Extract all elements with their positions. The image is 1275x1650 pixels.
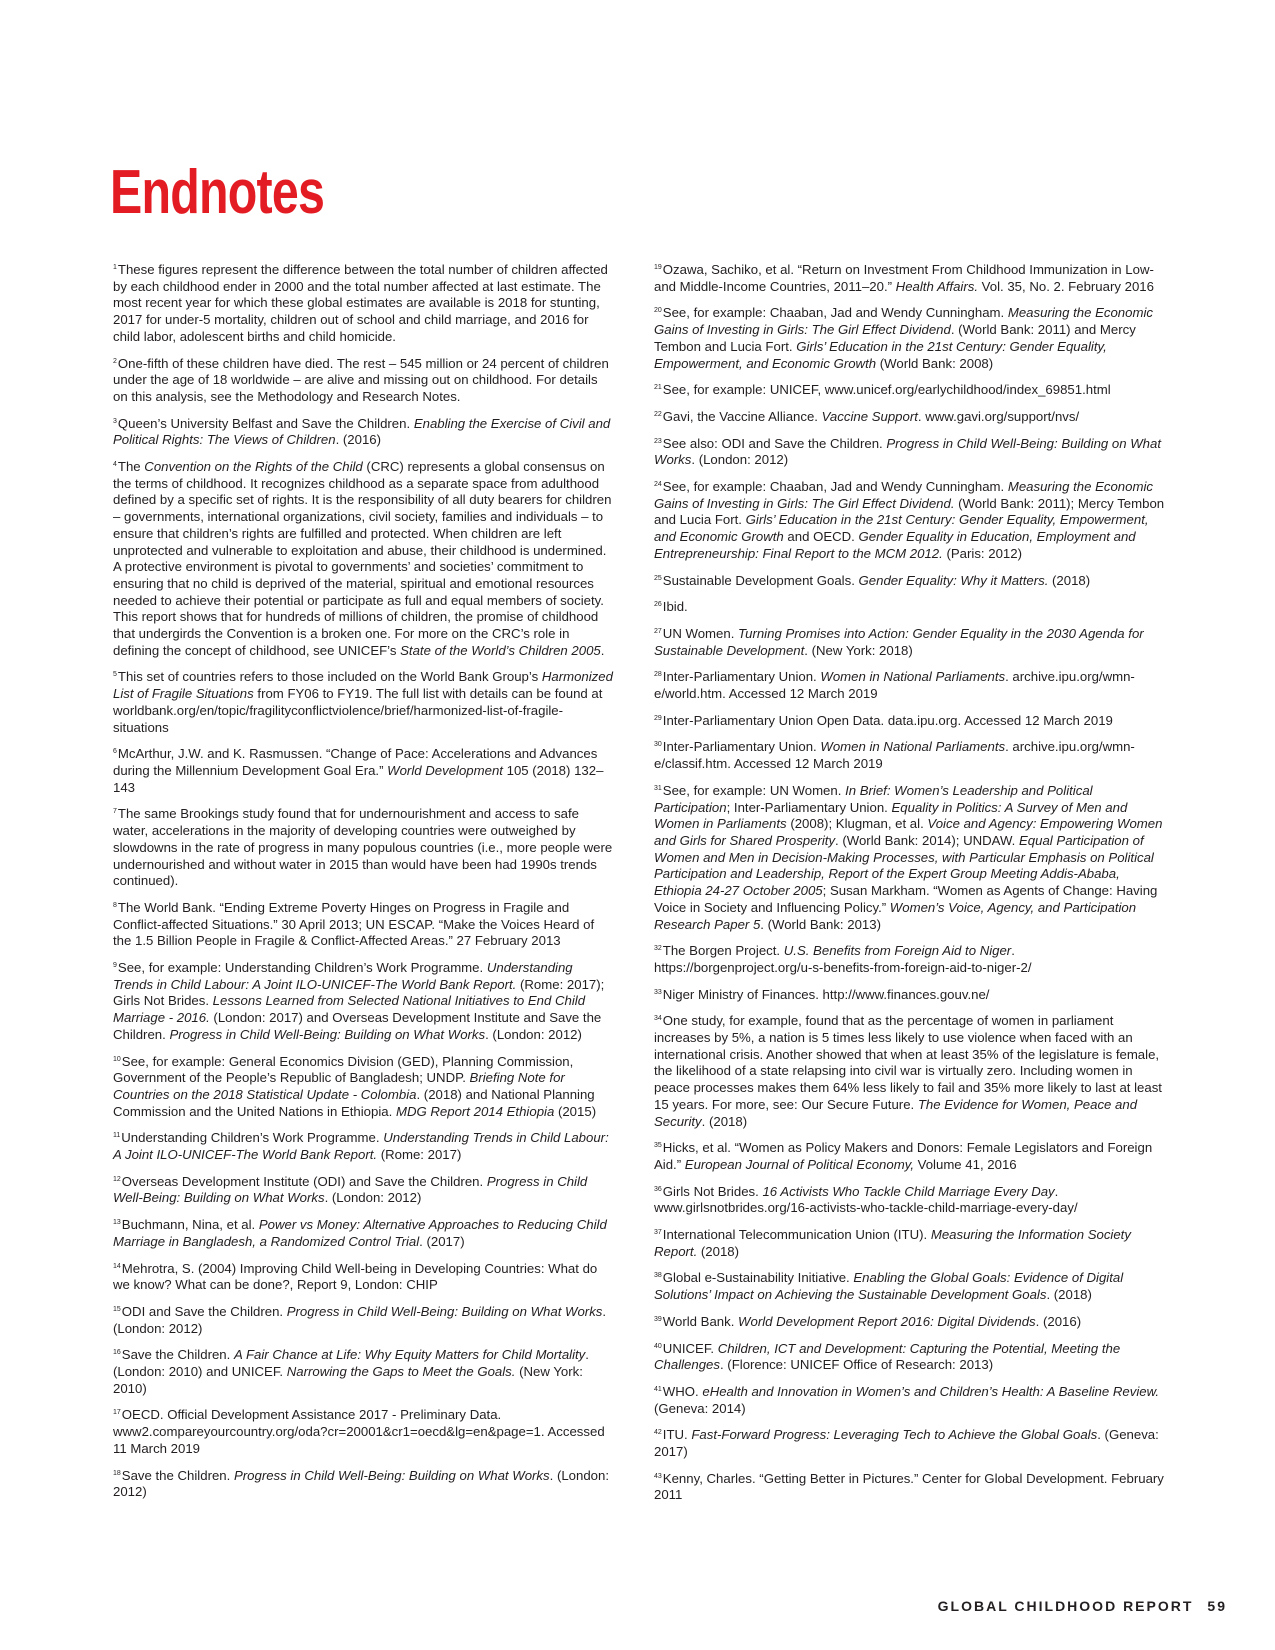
endnote-text: Inter-Parliamentary Union. [662, 669, 821, 685]
endnote-text: See, for example: UNICEF, www.unicef.org/earlychildhood/index_69851.html [662, 382, 1111, 398]
endnote-text: . (Florence: UNICEF Office of Research: 2013) [719, 1357, 994, 1373]
endnote-title-italic: Understanding Trends in Child Labour: A Joint ILO-UNICEF-The World Bank Report. [113, 960, 573, 992]
endnote-text: (Paris: 2012) [942, 545, 1022, 561]
endnote-text: . (World Bank: 2014); UNDAW. [835, 832, 1019, 848]
endnote-number: 5 [113, 671, 117, 679]
endnote-5 [113, 669, 613, 736]
endnote-title-italic: Progress in Child Well-Being: Building on What Works [654, 435, 1162, 468]
endnote-title-italic: World Development [387, 762, 503, 778]
endnote-text: ODI and Save the Children. [121, 1303, 287, 1319]
endnote-text: (2008); Klugman, et al. [786, 816, 928, 832]
endnote-text: See, for example: UN Women. [662, 782, 846, 798]
endnote-text: These figures represent the difference between the total number of children affected by each childhood ender in 2000 and the total number affected at last estimate. The most recent year for which these global estimates are available is 2018 for stunting, 2017 for under-5 mortality, children out of school and child marriage, and 2016 for child labor, adolescent births and child homicide. [113, 262, 608, 344]
endnote-13 [113, 1217, 613, 1250]
endnote-title-italic: Gender Equality in Education, Employment and Entrepreneurship: Final Report to the MCM 2012. [654, 529, 1136, 561]
endnote-text: OECD. Official Development Assistance 2017 - Preliminary Data. www2.compareyourcountry.org/oda?cr=20001&cr1=oecd&lg=en&page=1. Accessed 11 March 2019 [113, 1407, 605, 1456]
endnote-title-italic: Narrowing the Gaps to Meet the Goals. [286, 1364, 516, 1380]
endnote-9 [113, 960, 613, 1044]
endnote-text: See also: ODI and Save the Children. [662, 435, 887, 451]
endnote-23 [654, 436, 1166, 469]
endnote-text: (World Bank: 2008) [876, 355, 994, 371]
endnote-text: Ibid. [662, 599, 688, 615]
endnote-number: 10 [113, 1055, 121, 1063]
endnote-title-italic: Women in National Parliaments [820, 669, 1006, 685]
endnote-text: (Rome: 2017); Girls Not Brides. [113, 976, 605, 1009]
endnote-title-italic: Children, ICT and Development: Capturing the Potential, Meeting the Challenges [654, 1340, 1121, 1373]
endnote-number: 37 [654, 1229, 662, 1237]
endnote-text: (2018) [697, 1243, 740, 1259]
endnote-title-italic: Understanding Trends in Child Labour: A Joint ILO-UNICEF-The World Bank Report. [113, 1130, 609, 1163]
endnote-33 [654, 987, 1166, 1004]
endnote-text: UNICEF. [662, 1340, 718, 1356]
endnote-text: (London: 2017) and Overseas Development Institute and Save the Children. [113, 1010, 602, 1042]
endnote-title-italic: World Development Report 2016: Digital Dividends [738, 1313, 1036, 1329]
endnote-title-italic: Health Affairs. [895, 278, 979, 294]
endnote-number: 21 [654, 384, 662, 392]
endnote-number: 19 [654, 264, 662, 271]
endnote-text: The Borgen Project. [662, 943, 784, 959]
endnote-1 [113, 262, 613, 346]
endnote-title-italic: Gender Equality: Why it Matters. [858, 572, 1049, 588]
endnote-25 [654, 573, 1166, 590]
endnote-text: (New York: 2010) [113, 1364, 583, 1396]
endnote-text: Girls Not Brides. [662, 1183, 763, 1199]
endnote-6 [113, 746, 613, 796]
endnote-title-italic: The Evidence for Women, Peace and Security [654, 1096, 1138, 1129]
endnote-number: 31 [654, 784, 662, 792]
endnote-text: McArthur, J.W. and K. Rasmussen. “Change of Pace: Accelerations and Advances during the Millennium Development Goal Era.” [113, 746, 598, 778]
endnote-35 [654, 1140, 1166, 1173]
endnotes-column-left [113, 262, 613, 1511]
endnote-17 [113, 1407, 613, 1457]
endnote-34 [654, 1013, 1166, 1130]
endnote-text: and OECD. [783, 529, 859, 545]
endnote-40 [654, 1341, 1166, 1374]
endnote-text: Inter-Parliamentary Union. [662, 739, 821, 755]
endnote-text: . (2017) [419, 1233, 465, 1249]
endnote-text: See, for example: Chaaban, Jad and Wendy Cunningham. [662, 305, 1008, 321]
endnote-text: . (London: 2012) [691, 452, 789, 468]
endnote-text: (Geneva: 2014) [654, 1400, 746, 1416]
endnote-title-italic: Women in National Parliaments [820, 739, 1006, 755]
endnote-number: 27 [654, 627, 662, 635]
endnote-title-italic: MDG Report 2014 Ethiopia [395, 1103, 555, 1119]
endnote-title-italic: 16 Activists Who Tackle Child Marriage Every Day [762, 1183, 1055, 1199]
endnote-text: See, for example: Chaaban, Jad and Wendy Cunningham. [662, 479, 1008, 495]
endnote-37 [654, 1227, 1166, 1260]
endnote-title-italic: State of the World’s Children 2005 [400, 642, 601, 658]
endnote-number: 20 [654, 307, 662, 315]
endnote-text: Buchmann, Nina, et al. [121, 1217, 259, 1233]
endnote-title-italic: Girls’ Education in the 21st Century: Gender Equality, Empowerment, and Economic Growth [654, 512, 1149, 545]
endnote-text: Save the Children. [121, 1467, 234, 1483]
endnote-4 [113, 459, 613, 659]
endnote-text: Global e-Sustainability Initiative. [662, 1270, 854, 1286]
endnote-title-italic: Girls’ Education in the 21st Century: Gender Equality, Empowerment, and Economic Growth [654, 338, 1107, 371]
endnote-text: . archive.ipu.org/wmn-e/classif.htm. Accessed 12 March 2019 [654, 739, 1135, 772]
endnote-2 [113, 356, 613, 406]
endnote-number: 34 [654, 1015, 662, 1023]
endnote-number: 7 [113, 808, 117, 816]
endnote-number: 29 [654, 714, 662, 722]
endnote-text: ; Susan Markham. “Women as Agents of Change: Having Voice in Society and Influencing Policy.” [654, 883, 1158, 915]
endnote-text: ITU. [662, 1427, 692, 1443]
endnote-number: 36 [654, 1185, 662, 1193]
endnote-number: 17 [113, 1409, 121, 1417]
endnote-text: . (London: 2010) and UNICEF. [113, 1347, 589, 1380]
footer-report-title: GLOBAL CHILDHOOD REPORT [937, 1598, 1194, 1614]
endnote-41 [654, 1384, 1166, 1417]
endnote-text: Sustainable Development Goals. [662, 572, 859, 588]
endnote-number: 4 [113, 461, 117, 469]
endnote-text: Queen’s University Belfast and Save the Children. [117, 415, 414, 431]
endnote-number: 13 [113, 1219, 121, 1227]
endnote-number: 12 [113, 1175, 121, 1183]
endnote-text: . (2018) and National Planning Commission and the United Nations in Ethiopia. [113, 1086, 595, 1119]
endnote-title-italic: In Brief: Women’s Leadership and Political Participation [654, 782, 1093, 815]
endnote-text: World Bank. [662, 1313, 739, 1329]
endnote-text: 105 (2018) 132–143 [113, 762, 604, 795]
endnote-15 [113, 1304, 613, 1337]
endnote-30 [654, 739, 1166, 772]
endnote-text: . www.girlsnotbrides.org/16-activists-who-tackle-child-marriage-every-day/ [654, 1183, 1078, 1216]
endnote-title-italic: Measuring the Economic Gains of Investing in Girls: The Girl Effect Dividend [654, 305, 1153, 338]
endnote-number: 15 [113, 1305, 121, 1313]
endnote-28 [654, 669, 1166, 702]
endnote-title-italic: eHealth and Innovation in Women’s and Children’s Health: A Baseline Review. [702, 1383, 1160, 1399]
endnote-text: International Telecommunication Union (ITU). [662, 1227, 931, 1243]
endnote-24 [654, 479, 1166, 563]
endnote-text: (2015) [554, 1103, 597, 1119]
endnote-text: See, for example: Understanding Children’s Work Programme. [117, 960, 487, 976]
endnote-title-italic: Progress in Child Well-Being: Building on What Works [233, 1467, 550, 1483]
endnote-text: . (World Bank: 2013) [760, 916, 881, 932]
endnote-number: 8 [113, 901, 117, 909]
endnote-number: 40 [654, 1342, 662, 1350]
endnote-title-italic: Progress in Child Well-Being: Building on What Works [113, 1173, 588, 1206]
endnote-text: ; Inter-Parliamentary Union. [726, 799, 892, 815]
endnote-text: Niger Ministry of Finances. http://www.finances.gouv.ne/ [662, 986, 990, 1002]
endnote-title-italic: Equal Participation of Women and Men in Decision-Making Processes, with Particular Emphasis on Political Participation and Leadership, Report of the Expert Group Meeting Addis-Ababa, Ethiopia 24-27 October 2005 [654, 832, 1154, 899]
endnote-text: One-fifth of these children have died. The rest – 545 million or 24 percent of children under the age of 18 worldwide – are alive and missing out on childhood. For details on this analysis, see the Methodology and Research Notes. [113, 355, 609, 404]
endnote-14 [113, 1261, 613, 1294]
endnote-number: 41 [654, 1385, 662, 1393]
endnote-number: 24 [654, 481, 662, 489]
endnote-title-italic: European Journal of Political Economy, [684, 1156, 914, 1172]
endnote-text: . (2016) [1035, 1313, 1082, 1329]
endnote-title-italic: Measuring the Economic Gains of Investing in Girls: The Girl Effect Dividend. [654, 479, 1153, 511]
endnote-text: Ozawa, Sachiko, et al. “Return on Investment From Childhood Immunization in Low- and Middle-Income Countries, 2011–20.” [654, 262, 1154, 294]
endnote-43 [654, 1471, 1166, 1504]
endnote-42 [654, 1427, 1166, 1460]
page-title: Endnotes [110, 158, 325, 227]
endnote-text: Save the Children. [121, 1347, 234, 1363]
endnote-number: 3 [113, 417, 117, 425]
endnote-27 [654, 626, 1166, 659]
endnote-number: 39 [654, 1315, 662, 1323]
endnote-text: (2018) [1048, 572, 1091, 588]
endnote-text: Inter-Parliamentary Union Open Data. data.ipu.org. Accessed 12 March 2019 [662, 712, 1113, 728]
endnote-text: WHO. [662, 1383, 703, 1399]
endnote-title-italic: Turning Promises into Action: Gender Equality in the 2030 Agenda for Sustainable Development [654, 625, 1144, 658]
endnote-title-italic: Enabling the Exercise of Civil and Political Rights: The Views of Children [113, 415, 611, 448]
endnote-number: 9 [113, 962, 117, 970]
endnote-text: . (2018) [1046, 1287, 1092, 1303]
endnote-text: Understanding Children’s Work Programme. [121, 1130, 384, 1146]
endnote-21 [654, 382, 1166, 399]
endnote-32 [654, 943, 1166, 976]
endnote-38 [654, 1270, 1166, 1303]
endnote-text: . www.gavi.org/support/nvs/ [917, 408, 1080, 424]
endnote-title-italic: Progress in Child Well-Being: Building on What Works [169, 1026, 486, 1042]
endnote-number: 42 [654, 1429, 662, 1437]
endnote-title-italic: Lessons Learned from Selected National Initiatives to End Child Marriage - 2016. [113, 993, 586, 1026]
endnote-8 [113, 900, 613, 950]
endnote-11 [113, 1130, 613, 1163]
endnote-19 [654, 262, 1166, 295]
endnote-10 [113, 1054, 613, 1121]
endnote-text: See, for example: General Economics Division (GED), Planning Commission, Government of the People’s Republic of Bangladesh; UNDP. [113, 1053, 574, 1086]
endnote-number: 22 [654, 410, 662, 418]
endnote-18 [113, 1468, 613, 1501]
endnote-number: 43 [654, 1472, 662, 1480]
endnote-title-italic: Measuring the Information Society Report. [654, 1227, 1131, 1259]
endnote-number: 25 [654, 574, 662, 582]
endnote-text: (Rome: 2017) [377, 1147, 462, 1163]
endnote-number: 11 [113, 1132, 121, 1140]
endnote-7 [113, 806, 613, 890]
endnote-text: . (New York: 2018) [804, 642, 913, 658]
endnote-20 [654, 305, 1166, 372]
endnote-text: Volume 41, 2016 [913, 1156, 1017, 1172]
endnote-22 [654, 409, 1166, 426]
page-number: 59 [1207, 1598, 1227, 1614]
endnote-text: Overseas Development Institute (ODI) and Save the Children. [121, 1173, 487, 1189]
endnote-26 [654, 599, 1166, 616]
endnote-29 [654, 713, 1166, 730]
endnote-text: Hicks, et al. “Women as Policy Makers and Donors: Female Legislators and Foreign Aid.” [654, 1140, 1153, 1172]
endnote-text: from FY06 to FY19. The full list with details can be found at worldbank.org/en/topic/fragilityconflictviolence/brief/harmonized-list-of-fragile-situations [113, 686, 603, 735]
endnote-39 [654, 1314, 1166, 1331]
endnote-number: 16 [113, 1349, 121, 1357]
endnote-number: 30 [654, 741, 662, 749]
endnote-text: The World Bank. “Ending Extreme Poverty Hinges on Progress in Fragile and Conflict-affected Situations.” 30 April 2013; UN ESCAP. “Make the Voices Heard of the 1.5 Billion People in Fragile & Conflict-Affected Areas.” 27 February 2013 [113, 899, 595, 949]
endnote-text: UN Women. [662, 625, 739, 641]
endnote-text: Mehrotra, S. (2004) Improving Child Well-being in Developing Countries: What do we know? What can be done?, Report 9, London: CHIP [113, 1260, 598, 1293]
endnote-number: 35 [654, 1142, 662, 1150]
endnote-title-italic: Progress in Child Well-Being: Building on What Works [286, 1303, 603, 1319]
endnote-title-italic: Power vs Money: Alternative Approaches to Reducing Child Marriage in Bangladesh, a Randomized Control Trial [113, 1217, 607, 1249]
endnote-text: (World Bank: 2011); Mercy Tembon and Lucia Fort. [654, 495, 1165, 528]
endnote-text: The same Brookings study found that for undernourishment and access to safe water, accelerations in the majority of developing countries were outweighed by slowdowns in the rate of progress in many populous countries (i.e., more people were undernourished and without water in 2015 than would have been had 1990s trends continued). [113, 806, 613, 889]
endnote-number: 23 [654, 437, 662, 445]
endnote-title-italic: A Fair Chance at Life: Why Equity Matters for Child Mortality [233, 1347, 586, 1363]
endnote-36 [654, 1184, 1166, 1217]
endnote-title-italic: Enabling the Global Goals: Evidence of Digital Solutions’ Impact on Achieving the Sustainable Development Goals [654, 1270, 1124, 1303]
endnote-text: . (London: 2012) [113, 1467, 610, 1500]
endnote-text: The [117, 459, 145, 475]
endnote-title-italic: U.S. Benefits from Foreign Aid to Niger [783, 943, 1012, 959]
endnote-text: Kenny, Charles. “Getting Better in Pictures.” Center for Global Development. February 2011 [654, 1470, 1164, 1503]
endnote-number: 1 [113, 264, 117, 271]
endnote-number: 26 [654, 601, 662, 609]
endnote-text: . https://borgenproject.org/u-s-benefits-from-foreign-aid-to-niger-2/ [654, 943, 1032, 975]
endnote-title-italic: Equality in Politics: A Survey of Men and Women in Parliaments [654, 799, 1128, 832]
endnote-text: . (World Bank: 2011) and Mercy Tembon and Lucia Fort. [654, 322, 1136, 354]
endnote-text: (CRC) represents a global consensus on the terms of childhood. It recognizes childhood as a separate space from adulthood defined by a specific set of rights. It is the responsibility of all duty bearers for children – governments, international organizations, civil society, families and individuals – to ensure that children’s rights are fulfilled and protected. When children are left unprotected and vulnerable to exploitation and abuse, their childhood is undermined. A protective environment is pivotal to governments’ and societies’ commitment to ensuring that no child is deprived of the material, spiritual and emotional resources needed to achieve their potential or participate as full and equal members of society. This report shows that for hundreds of millions of children, the promise of childhood that undergirds the Convention is a broken one. For more on the CRC’s role in defining the concept of childhood, see UNICEF’s [113, 459, 612, 658]
endnote-number: 28 [654, 671, 662, 679]
endnote-number: 38 [654, 1272, 662, 1280]
endnote-text: Gavi, the Vaccine Alliance. [662, 408, 822, 424]
endnote-title-italic: Women’s Voice, Agency, and Participation Research Paper 5 [654, 899, 1137, 932]
endnote-title-italic: Convention on the Rights of the Child [144, 459, 363, 475]
endnote-3 [113, 416, 613, 449]
endnote-text: . (London: 2012) [324, 1190, 422, 1206]
endnote-16 [113, 1347, 613, 1397]
endnote-number: 14 [113, 1262, 121, 1270]
endnote-text: . archive.ipu.org/wmn-e/world.htm. Accessed 12 March 2019 [654, 669, 1135, 702]
endnote-text: . [600, 642, 605, 658]
endnote-text: One study, for example, found that as the percentage of women in parliament increases by 5%, a nation is 5 times less likely to use violence when faced with an international crisis. Another showed that when at least 35% of the legislature is female, the likelihood of a state relapsing into civil war is virtually zero. Including women in peace processes makes them 64% less likely to fail and 35% more likely to last at least 15 years. For more, see: Our Secure Future. [654, 1013, 1162, 1112]
endnote-text: . (2018) [701, 1113, 748, 1129]
endnote-title-italic: Voice and Agency: Empowering Women and Girls for Shared Prosperity [654, 816, 1163, 848]
page-footer [938, 1598, 1227, 1614]
endnote-number: 2 [113, 357, 117, 365]
endnote-text: Vol. 35, No. 2. February 2016 [978, 278, 1154, 294]
endnote-number: 18 [113, 1469, 121, 1477]
endnotes-column-right [654, 262, 1166, 1514]
endnote-number: 32 [654, 945, 662, 953]
endnote-12 [113, 1174, 613, 1207]
endnote-title-italic: Vaccine Support [821, 408, 918, 424]
endnote-text: . (London: 2012) [485, 1026, 582, 1042]
endnote-text: . (2016) [335, 432, 382, 448]
endnote-title-italic: Harmonized List of Fragile Situations [113, 669, 613, 702]
endnote-number: 6 [113, 748, 117, 756]
endnote-title-italic: Fast-Forward Progress: Leveraging Tech to Achieve the Global Goals [691, 1427, 1098, 1443]
endnote-text: . (Geneva: 2017) [654, 1427, 1159, 1460]
endnote-31 [654, 783, 1166, 933]
endnote-number: 33 [654, 988, 662, 996]
endnote-title-italic: Briefing Note for Countries on the 2018 Statistical Update - Colombia [113, 1070, 565, 1102]
endnote-text: . (London: 2012) [113, 1303, 607, 1336]
endnote-text: This set of countries refers to those included on the World Bank Group’s [117, 669, 542, 685]
